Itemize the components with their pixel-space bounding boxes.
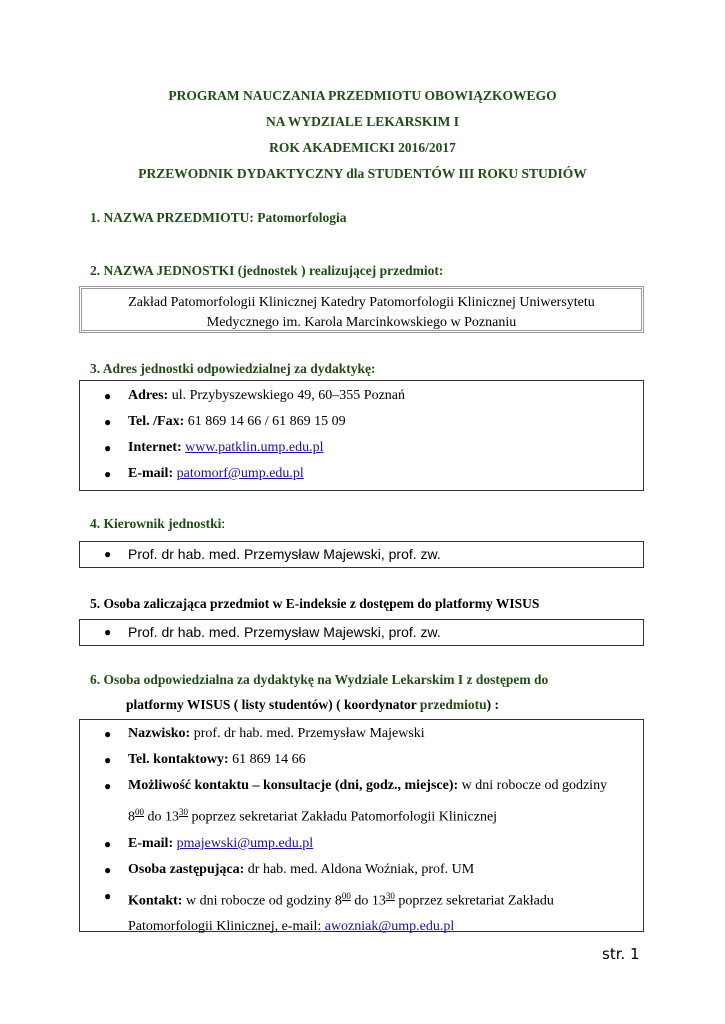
coordinator-email-link[interactable]: pmajewski@ump.edu.pl [176,835,314,851]
unit-name-line-1: Zakład Patomorfologii Klinicznej Katedry Patomorfologii Klinicznej Uniwersytetu [128,295,595,310]
bullet-icon: ● [104,625,112,639]
title-line-1: PROGRAM NAUCZANIA PRZEDMIOTU OBOWIĄZKOWEGO [168,88,557,103]
bullet-icon: ● [104,888,112,903]
title-line-3: ROK AKADEMICKI 2016/2017 [269,140,456,155]
address-item: ● Adres: ul. Przybyszewskiego 49, 60–355 Poznań [80,383,643,409]
bullet-icon: ● [104,389,112,403]
deputy-email-link[interactable]: awozniak@ump.edu.pl [324,919,455,935]
title-line-2: NA WYDZIALE LEKARSKIM I [266,114,459,129]
phone-item: ● Tel. /Fax: 61 869 14 66 / 61 869 15 09 [80,409,643,435]
bullet-icon: ● [104,547,112,561]
consultation-item: ● Możliwość kontaktu – konsultacje (dni, godz., miejsce): w dni robocze od godziny $8^{00}$ do $13^{30}$ poprzez sekretariat Zakładu Patomorfologii Klinicznej [80,773,643,831]
head-of-unit-item: ● Prof. dr hab. med. Przemysław Majewski, prof. zw. [104,546,441,562]
section-6-heading-line-1: 6. Osoba odpowiedzialna za dydaktykę na Wydziale Lekarskim I z dostępem do [90,672,549,687]
section-5-heading: 5. Osoba zaliczająca przedmiot w E-indeksie z dostępem do platformy WISUS [90,596,540,611]
internet-item: ● Internet: www.patklin.ump.edu.pl [80,435,643,461]
bullet-icon: ● [104,441,112,455]
unit-name-box [79,286,644,333]
bullet-icon: ● [104,836,112,851]
grading-person-box [79,619,644,646]
title-line-4: PRZEWODNIK DYDAKTYCZNY dla STUDENTÓW III ROKU STUDIÓW [138,166,587,181]
website-link[interactable]: www.patklin.ump.edu.pl [185,440,324,455]
address-box [79,380,644,491]
grading-person-item: ● Prof. dr hab. med. Przemysław Majewski, prof. zw. [104,624,441,640]
unit-name-line-2: Medycznego im. Karola Marcinkowskiego w Poznaniu [206,315,517,330]
bullet-icon: ● [104,862,112,877]
section-1-heading: 1. NAZWA PRZEDMIOTU: Patomorfologia [90,210,347,225]
section-3-heading: 3. Adres jednostki odpowiedzialnej za dydaktykę: [90,361,376,376]
coordinator-box [79,719,644,935]
email-link[interactable]: patomorf@ump.edu.pl [176,466,304,481]
deputy-contact-item: ● Kontakt: w dni robocze od godziny $8^{00}$ do $13^{30}$ poprzez sekretariat Zakładu Patomorfologii Klinicznej, e-mail: awozniak@ump.edu.pl [80,883,643,941]
section-2-heading: 2. NAZWA JEDNOSTKI (jednostek ) realizującej przedmiot: [90,263,444,278]
deputy-item: ● Osoba zastępująca: dr hab. med. Aldona Woźniak, prof. UM [80,857,643,883]
section-6-heading-line-2: platformy WISUS ( listy studentów) ( koordynator przedmiotu) : [126,697,500,712]
coordinator-email-item: ● E-mail: pmajewski@ump.edu.pl [80,831,643,857]
page-number: str. 1 [602,945,640,963]
section-4-heading: 4. Kierownik jednostki: [90,516,226,531]
head-of-unit-box [79,541,644,568]
bullet-icon: ● [104,727,112,741]
bullet-icon: ● [104,467,112,481]
bullet-icon: ● [104,753,112,767]
bullet-icon: ● [104,415,112,429]
bullet-icon: ● [104,779,112,793]
email-item: ● E-mail: patomorf@ump.edu.pl [80,461,643,487]
document-title [0,86,725,184]
contact-phone-item: ● Tel. kontaktowy: 61 869 14 66 [80,747,643,773]
surname-item: ● Nazwisko: prof. dr hab. med. Przemysław Majewski [80,721,643,747]
